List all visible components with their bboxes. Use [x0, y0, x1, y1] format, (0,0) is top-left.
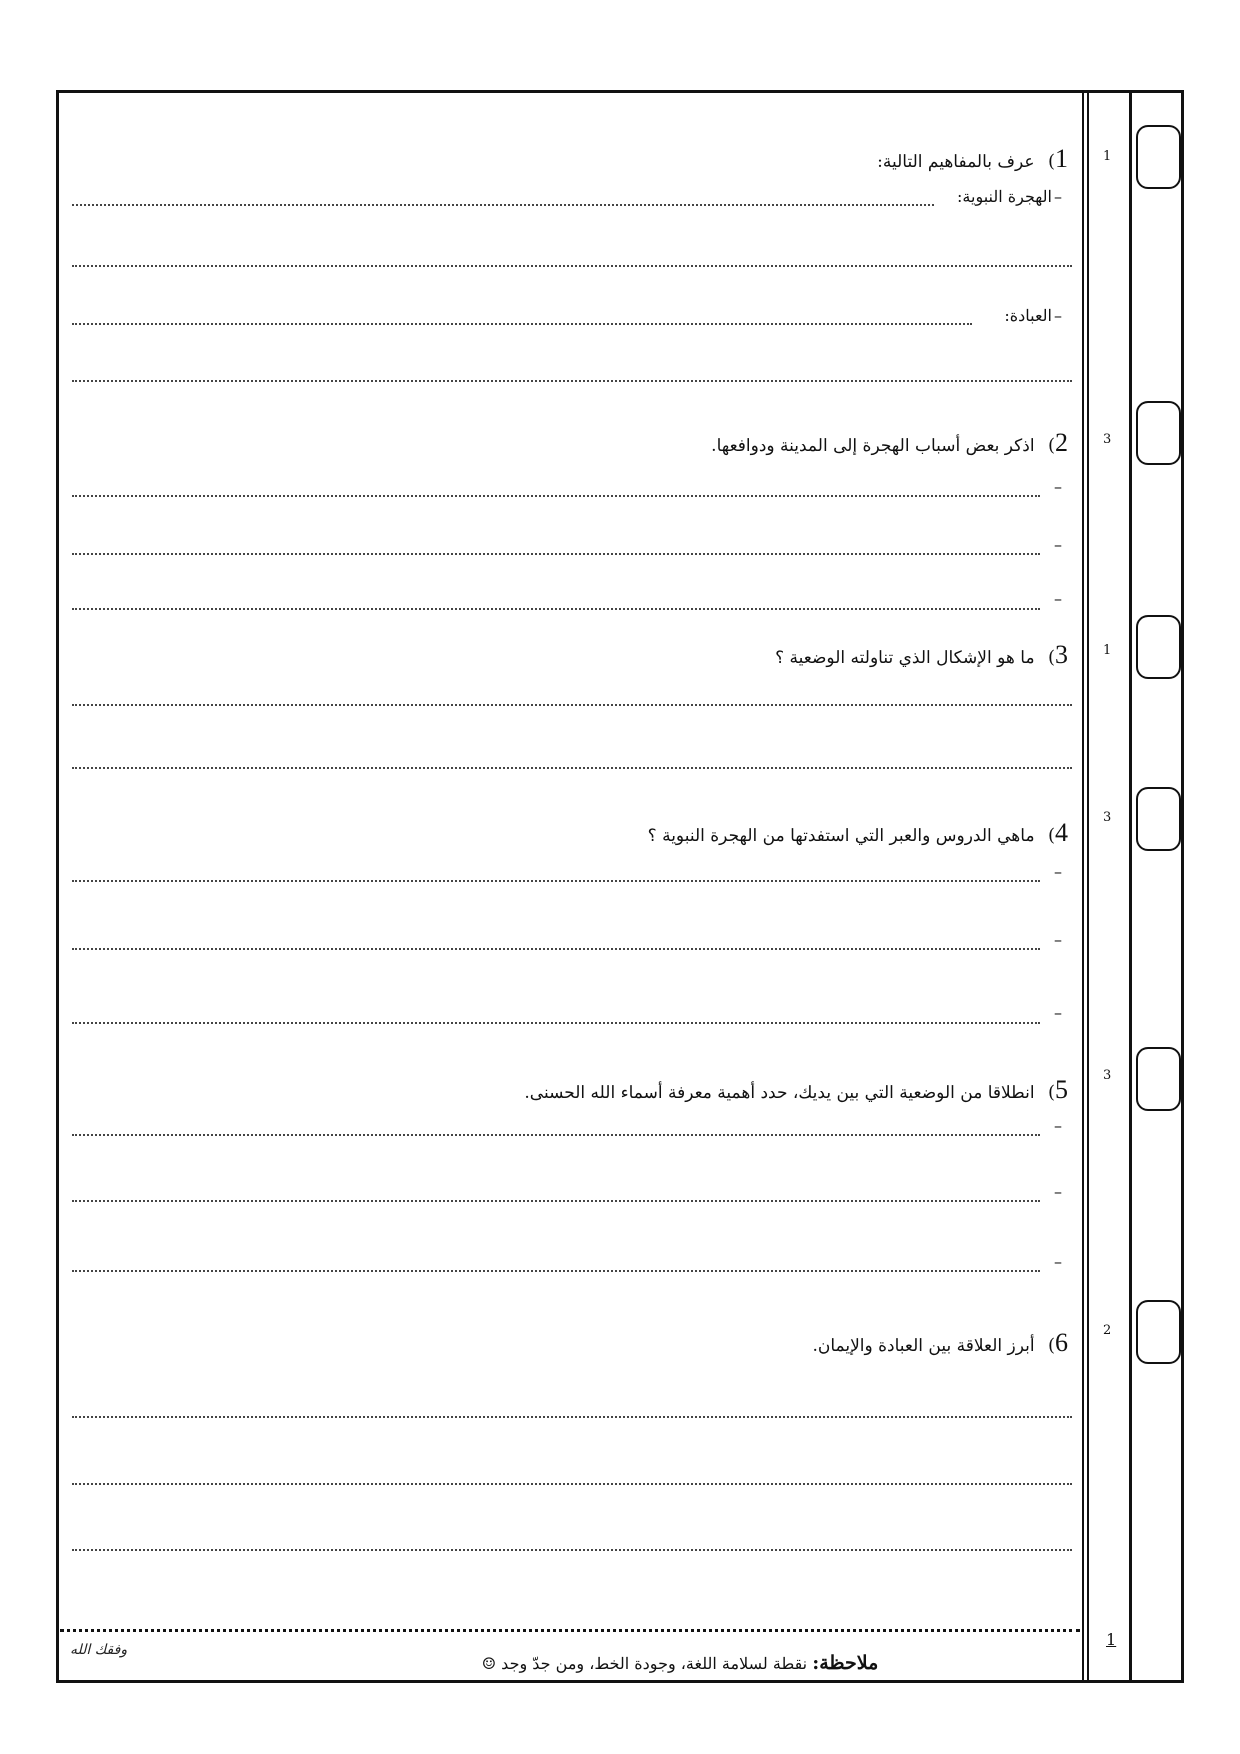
- score-box-6[interactable]: [1136, 1300, 1181, 1364]
- bullet-dash: –: [1054, 930, 1062, 949]
- score-q1: 1: [1103, 149, 1112, 164]
- answer-line[interactable]: [72, 880, 1040, 882]
- score-box-4[interactable]: [1136, 787, 1181, 851]
- answer-line[interactable]: [72, 948, 1040, 950]
- answer-line[interactable]: [72, 767, 1072, 769]
- footer-note: [420, 1652, 940, 1674]
- score-q6: 2: [1103, 1323, 1112, 1338]
- score-q4: 3: [1103, 810, 1112, 825]
- bullet-dash: –: [1054, 535, 1062, 554]
- footer-label: ملاحظة:: [812, 1652, 879, 1674]
- answer-line[interactable]: [72, 1022, 1040, 1024]
- score-box-5[interactable]: [1136, 1047, 1181, 1111]
- score-q2: 3: [1103, 432, 1112, 447]
- answer-line[interactable]: [72, 1270, 1040, 1272]
- score-q3: 1: [1103, 643, 1112, 658]
- answer-line[interactable]: [72, 204, 934, 206]
- concept-ibada-label: العبادة:: [1004, 306, 1052, 325]
- column-divider: [1082, 90, 1084, 1683]
- answer-line[interactable]: [72, 608, 1040, 610]
- question-1: 1) عرف بالمفاهيم التالية:: [877, 144, 1068, 173]
- question-4: 4) ماهي الدروس والعبر التي استفدتها من الهجرة النبوية ؟: [647, 818, 1068, 847]
- question-2: 2) اذكر بعض أسباب الهجرة إلى المدينة ودوافعها.: [711, 428, 1068, 457]
- concept-hijra-label: الهجرة النبوية:: [957, 187, 1052, 206]
- answer-line[interactable]: [72, 1549, 1072, 1551]
- answer-line[interactable]: [72, 553, 1040, 555]
- question-6: 6) أبرز العلاقة بين العبادة والإيمان.: [812, 1328, 1068, 1357]
- exam-frame: [56, 90, 1184, 1683]
- score-box-3[interactable]: [1136, 615, 1181, 679]
- bullet-dash: –: [1054, 1116, 1062, 1135]
- bullet-dash: –: [1054, 1252, 1062, 1271]
- answer-line[interactable]: [72, 704, 1072, 706]
- bullet-dash: –: [1054, 187, 1062, 206]
- answer-line[interactable]: [72, 323, 972, 325]
- answer-line[interactable]: [72, 1483, 1072, 1485]
- answer-line[interactable]: [72, 495, 1040, 497]
- bullet-dash: –: [1054, 589, 1062, 608]
- footer-divider: [60, 1629, 1080, 1632]
- question-3: 3) ما هو الإشكال الذي تناولته الوضعية ؟: [775, 640, 1068, 669]
- bullet-dash: –: [1054, 862, 1062, 881]
- score-box-1[interactable]: [1136, 125, 1181, 189]
- answer-line[interactable]: [72, 1134, 1040, 1136]
- footer-score: 1: [1106, 1630, 1117, 1649]
- footer-text: نقطة لسلامة اللغة، وجودة الخط، ومن جدّ وجد ☺: [481, 1654, 808, 1673]
- bullet-dash: –: [1054, 1182, 1062, 1201]
- answer-line[interactable]: [72, 1200, 1040, 1202]
- question-5: 5) انطلاقا من الوضعية التي بين يديك، حدد أهمية معرفة أسماء الله الحسنى.: [524, 1075, 1068, 1104]
- score-box-2[interactable]: [1136, 401, 1181, 465]
- bullet-dash: –: [1054, 477, 1062, 496]
- column-divider: [1087, 90, 1089, 1683]
- bullet-dash: –: [1054, 1003, 1062, 1022]
- score-q5: 3: [1103, 1068, 1112, 1083]
- answer-line[interactable]: [72, 265, 1072, 267]
- column-divider: [1129, 90, 1132, 1683]
- answer-line[interactable]: [72, 380, 1072, 382]
- answer-line[interactable]: [72, 1416, 1072, 1418]
- bullet-dash: –: [1054, 306, 1062, 325]
- calligraphy-logo: وفقك الله: [70, 1642, 128, 1658]
